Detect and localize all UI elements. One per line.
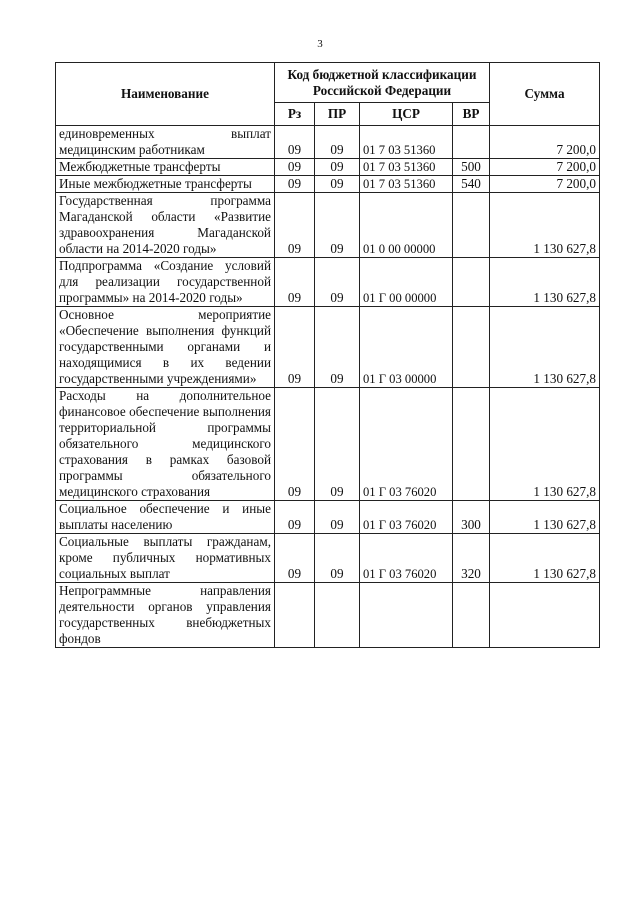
row-rz: 09 bbox=[275, 258, 315, 307]
row-rz: 09 bbox=[275, 159, 315, 176]
row-vr: 540 bbox=[453, 176, 490, 193]
table-row bbox=[56, 388, 600, 501]
page-number: 3 bbox=[317, 38, 323, 50]
row-sum: 1 130 627,8 bbox=[490, 307, 600, 388]
table-row bbox=[56, 258, 600, 307]
row-csr: 01 Г 03 00000 bbox=[360, 307, 453, 388]
table-row bbox=[56, 126, 600, 159]
row-vr bbox=[453, 388, 490, 501]
row-name: Межбюджетные трансферты bbox=[56, 159, 275, 176]
row-pr: 09 bbox=[315, 193, 360, 258]
header-rz: Рз bbox=[275, 103, 315, 126]
row-sum: 1 130 627,8 bbox=[490, 534, 600, 583]
header-vr: ВР bbox=[453, 103, 490, 126]
table-row bbox=[56, 583, 600, 648]
row-name: Подпрограмма «Создание условий для реализации государственной программы» на 2014-2020 годы» bbox=[56, 258, 275, 307]
row-name: Основное мероприятие «Обеспечение выполнения функций государственными органами и находящимися в их ведении государственными учреждениями» bbox=[56, 307, 275, 388]
row-pr: 09 bbox=[315, 159, 360, 176]
row-sum: 1 130 627,8 bbox=[490, 388, 600, 501]
budget-table bbox=[55, 62, 600, 648]
row-csr: 01 Г 00 00000 bbox=[360, 258, 453, 307]
row-sum: 1 130 627,8 bbox=[490, 258, 600, 307]
row-vr: 320 bbox=[453, 534, 490, 583]
row-name: Расходы на дополнительное финансовое обеспечение выполнения территориальной программы обязательного медицинского страхования в рамках базовой программы обязательного медицинского страхования bbox=[56, 388, 275, 501]
row-vr: 500 bbox=[453, 159, 490, 176]
row-sum: 1 130 627,8 bbox=[490, 501, 600, 534]
row-pr: 09 bbox=[315, 388, 360, 501]
table-header bbox=[56, 63, 600, 126]
row-name: Иные межбюджетные трансферты bbox=[56, 176, 275, 193]
row-sum: 1 130 627,8 bbox=[490, 193, 600, 258]
table-row bbox=[56, 307, 600, 388]
row-name: Социальные выплаты гражданам, кроме публичных нормативных социальных выплат bbox=[56, 534, 275, 583]
row-vr bbox=[453, 583, 490, 648]
row-rz: 09 bbox=[275, 501, 315, 534]
row-sum bbox=[490, 583, 600, 648]
header-csr: ЦСР bbox=[360, 103, 453, 126]
row-name: Социальное обеспечение и иные выплаты населению bbox=[56, 501, 275, 534]
table-row bbox=[56, 193, 600, 258]
row-pr: 09 bbox=[315, 307, 360, 388]
row-pr: 09 bbox=[315, 126, 360, 159]
row-rz: 09 bbox=[275, 534, 315, 583]
row-rz: 09 bbox=[275, 307, 315, 388]
table-row bbox=[56, 176, 600, 193]
row-vr bbox=[453, 307, 490, 388]
row-csr: 01 7 03 51360 bbox=[360, 126, 453, 159]
row-name: Непрограммные направления деятельности органов управления государственных внебюджетных фондов bbox=[56, 583, 275, 648]
table-row bbox=[56, 534, 600, 583]
table-row bbox=[56, 501, 600, 534]
row-sum: 7 200,0 bbox=[490, 159, 600, 176]
row-csr: 01 Г 03 76020 bbox=[360, 534, 453, 583]
row-csr: 01 7 03 51360 bbox=[360, 176, 453, 193]
row-vr bbox=[453, 193, 490, 258]
row-name: единовременных выплат медицинским работникам bbox=[56, 126, 275, 159]
row-sum: 7 200,0 bbox=[490, 126, 600, 159]
row-vr bbox=[453, 258, 490, 307]
header-pr: ПР bbox=[315, 103, 360, 126]
row-rz: 09 bbox=[275, 126, 315, 159]
header-sum: Сумма bbox=[490, 63, 600, 126]
row-pr: 09 bbox=[315, 501, 360, 534]
row-csr bbox=[360, 583, 453, 648]
row-csr: 01 0 00 00000 bbox=[360, 193, 453, 258]
row-pr bbox=[315, 583, 360, 648]
row-pr: 09 bbox=[315, 258, 360, 307]
row-rz: 09 bbox=[275, 176, 315, 193]
header-name: Наименование bbox=[56, 63, 275, 126]
row-csr: 01 7 03 51360 bbox=[360, 159, 453, 176]
row-vr bbox=[453, 126, 490, 159]
table-row bbox=[56, 159, 600, 176]
row-csr: 01 Г 03 76020 bbox=[360, 501, 453, 534]
row-pr: 09 bbox=[315, 176, 360, 193]
row-rz: 09 bbox=[275, 388, 315, 501]
row-pr: 09 bbox=[315, 534, 360, 583]
row-name: Государственная программа Магаданской области «Развитие здравоохранения Магаданской области на 2014-2020 годы» bbox=[56, 193, 275, 258]
header-code-group: Код бюджетной классификации Российской Федерации bbox=[275, 63, 490, 103]
row-rz: 09 bbox=[275, 193, 315, 258]
row-vr: 300 bbox=[453, 501, 490, 534]
row-rz bbox=[275, 583, 315, 648]
row-sum: 7 200,0 bbox=[490, 176, 600, 193]
row-csr: 01 Г 03 76020 bbox=[360, 388, 453, 501]
